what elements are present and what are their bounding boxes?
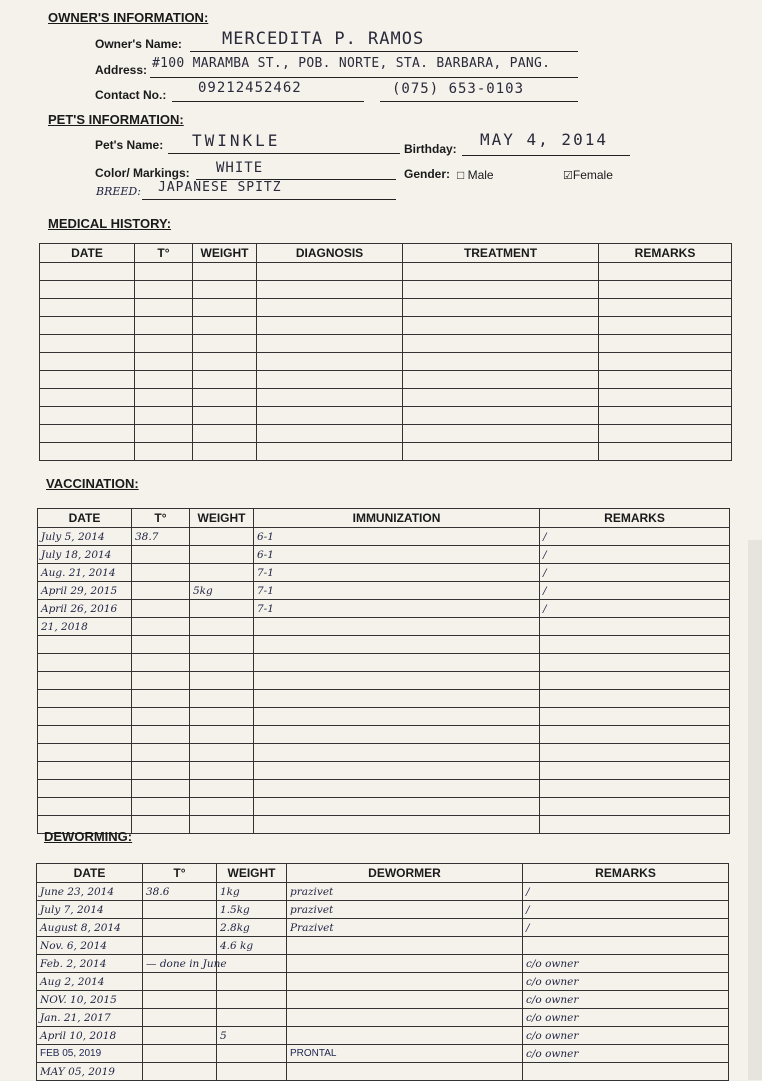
cell-temp[interactable] <box>132 780 190 798</box>
table-row <box>38 528 730 546</box>
cell-dewormer[interactable] <box>287 1063 523 1081</box>
cell-weight[interactable] <box>190 654 254 672</box>
column-header-immunization: IMMUNIZATION <box>254 509 540 528</box>
cell-date[interactable] <box>40 407 135 425</box>
cell-date[interactable] <box>38 726 132 744</box>
owner-name-value[interactable]: MERCEDITA P. RAMOS <box>222 29 425 49</box>
cell-weight[interactable] <box>190 708 254 726</box>
cell-treatment[interactable] <box>403 281 599 299</box>
table-row <box>38 546 730 564</box>
cell-remarks[interactable] <box>599 371 732 389</box>
table-row <box>38 564 730 582</box>
cell-temp[interactable] <box>143 1045 217 1063</box>
cell-temp[interactable] <box>135 299 193 317</box>
contact-mobile-value[interactable]: 09212452462 <box>198 80 302 96</box>
cell-treatment[interactable] <box>403 263 599 281</box>
cell-remarks[interactable] <box>599 317 732 335</box>
color-value[interactable]: WHITE <box>216 160 264 176</box>
cell-temp[interactable] <box>132 744 190 762</box>
cell-dewormer[interactable]: prazivet <box>287 883 523 901</box>
cell-weight[interactable] <box>193 425 257 443</box>
cell-diagnosis[interactable] <box>257 425 403 443</box>
cell-weight[interactable] <box>217 1045 287 1063</box>
cell-temp[interactable] <box>143 1009 217 1027</box>
table-row <box>38 654 730 672</box>
table-row <box>37 1045 729 1063</box>
owner-name-line <box>190 51 578 52</box>
cell-temp[interactable] <box>135 263 193 281</box>
cell-temp[interactable] <box>132 636 190 654</box>
cell-weight[interactable] <box>190 798 254 816</box>
cell-diagnosis[interactable] <box>257 371 403 389</box>
breed-label: BREED: <box>96 185 141 198</box>
cell-weight[interactable] <box>190 816 254 834</box>
cell-weight[interactable] <box>190 528 254 546</box>
cell-date[interactable]: MAY 05, 2019 <box>37 1063 143 1081</box>
column-header-dewormer: DEWORMER <box>287 864 523 883</box>
cell-temp[interactable]: 38.6 <box>143 883 217 901</box>
table-row <box>37 955 729 973</box>
cell-remarks[interactable]: c/o owner <box>523 1009 729 1027</box>
column-header-temp: T° <box>132 509 190 528</box>
table-row <box>37 973 729 991</box>
cell-temp[interactable] <box>135 389 193 407</box>
cell-immunization[interactable]: 6-1 <box>254 528 540 546</box>
cell-treatment[interactable] <box>403 371 599 389</box>
cell-date[interactable]: July 18, 2014 <box>38 546 132 564</box>
cell-temp[interactable] <box>143 937 217 955</box>
cell-dewormer[interactable] <box>287 991 523 1009</box>
table-row <box>38 600 730 618</box>
cell-date[interactable] <box>38 690 132 708</box>
table-row <box>37 991 729 1009</box>
table-row <box>37 883 729 901</box>
cell-weight[interactable] <box>217 955 287 973</box>
cell-diagnosis[interactable] <box>257 263 403 281</box>
cell-date[interactable] <box>40 263 135 281</box>
cell-remarks[interactable]: / <box>540 582 730 600</box>
table-row <box>40 389 732 407</box>
cell-weight[interactable]: 2.8kg <box>217 919 287 937</box>
cell-immunization[interactable]: 7-1 <box>254 564 540 582</box>
cell-temp[interactable]: — done in June <box>143 955 217 973</box>
table-row <box>37 1009 729 1027</box>
table-row <box>37 1027 729 1045</box>
cell-remarks[interactable]: / <box>540 528 730 546</box>
table-row <box>38 618 730 636</box>
cell-dewormer[interactable]: Prazivet <box>287 919 523 937</box>
column-header-treatment: TREATMENT <box>403 244 599 263</box>
table-row <box>37 937 729 955</box>
cell-temp[interactable] <box>132 600 190 618</box>
cell-remarks[interactable]: / <box>540 546 730 564</box>
table-row <box>38 726 730 744</box>
cell-remarks[interactable] <box>599 389 732 407</box>
cell-date[interactable] <box>38 780 132 798</box>
cell-weight[interactable] <box>217 1063 287 1081</box>
cell-weight[interactable]: 5kg <box>190 582 254 600</box>
table-row <box>37 901 729 919</box>
cell-date[interactable]: Nov. 6, 2014 <box>37 937 143 955</box>
cell-temp[interactable] <box>135 281 193 299</box>
cell-temp[interactable] <box>132 798 190 816</box>
cell-temp[interactable] <box>143 1027 217 1045</box>
contact-label: Contact No.: <box>95 88 167 102</box>
cell-immunization[interactable] <box>254 618 540 636</box>
cell-temp[interactable] <box>135 425 193 443</box>
medical-history-heading: MEDICAL HISTORY: <box>48 216 172 231</box>
cell-date[interactable] <box>40 443 135 461</box>
cell-temp[interactable] <box>143 919 217 937</box>
cell-temp[interactable] <box>132 546 190 564</box>
cell-temp[interactable] <box>132 708 190 726</box>
birthday-value[interactable]: MAY 4, 2014 <box>480 130 608 149</box>
cell-remarks[interactable] <box>599 353 732 371</box>
cell-immunization[interactable] <box>254 798 540 816</box>
cell-immunization[interactable] <box>254 762 540 780</box>
table-row <box>40 281 732 299</box>
breed-value[interactable]: JAPANESE SPITZ <box>158 180 282 195</box>
cell-weight[interactable] <box>190 564 254 582</box>
cell-immunization[interactable] <box>254 708 540 726</box>
cell-temp[interactable] <box>143 1063 217 1081</box>
cell-date[interactable] <box>40 425 135 443</box>
cell-date[interactable]: NOV. 10, 2015 <box>37 991 143 1009</box>
cell-weight[interactable]: 1.5kg <box>217 901 287 919</box>
cell-remarks[interactable]: c/o owner <box>523 1045 729 1063</box>
cell-treatment[interactable] <box>403 317 599 335</box>
cell-remarks[interactable] <box>599 281 732 299</box>
table-row <box>38 672 730 690</box>
deworming-table <box>36 863 729 1081</box>
cell-weight[interactable] <box>190 618 254 636</box>
column-header-remarks: REMARKS <box>540 509 730 528</box>
cell-weight[interactable] <box>193 281 257 299</box>
cell-dewormer[interactable] <box>287 937 523 955</box>
cell-immunization[interactable] <box>254 726 540 744</box>
medical-history-table <box>39 243 732 461</box>
cell-immunization[interactable] <box>254 780 540 798</box>
cell-temp[interactable] <box>132 582 190 600</box>
address-value[interactable]: #100 MARAMBA ST., POB. NORTE, STA. BARBARA, PANG. <box>152 56 551 71</box>
cell-date[interactable] <box>40 371 135 389</box>
cell-remarks[interactable] <box>523 937 729 955</box>
cell-remarks[interactable] <box>540 780 730 798</box>
cell-temp[interactable] <box>143 991 217 1009</box>
cell-date[interactable]: July 7, 2014 <box>37 901 143 919</box>
deworming-heading: DEWORMING: <box>44 829 133 844</box>
column-header-diagnosis: DIAGNOSIS <box>257 244 403 263</box>
cell-diagnosis[interactable] <box>257 407 403 425</box>
cell-weight[interactable] <box>193 335 257 353</box>
table-row <box>38 708 730 726</box>
cell-temp[interactable]: 38.7 <box>132 528 190 546</box>
cell-diagnosis[interactable] <box>257 299 403 317</box>
cell-weight[interactable] <box>190 744 254 762</box>
cell-temp[interactable] <box>135 317 193 335</box>
vaccination-heading: VACCINATION: <box>46 476 139 491</box>
column-header-weight: WEIGHT <box>217 864 287 883</box>
cell-remarks[interactable] <box>540 726 730 744</box>
gender-male-option[interactable]: □ Male <box>457 168 494 182</box>
cell-weight[interactable]: 4.6 kg <box>217 937 287 955</box>
pet-name-label: Pet's Name: <box>95 138 164 152</box>
cell-weight[interactable] <box>193 371 257 389</box>
cell-temp[interactable] <box>132 816 190 834</box>
pet-name-value[interactable]: TWINKLE <box>192 131 281 150</box>
breed-line <box>142 199 396 200</box>
cell-weight[interactable] <box>190 636 254 654</box>
cell-remarks[interactable] <box>599 263 732 281</box>
cell-remarks[interactable] <box>540 672 730 690</box>
birthday-line <box>462 155 630 156</box>
medical-history-header-row <box>40 244 732 263</box>
cell-date[interactable]: Aug. 21, 2014 <box>38 564 132 582</box>
cell-remarks[interactable] <box>599 443 732 461</box>
cell-date[interactable]: Feb. 2, 2014 <box>37 955 143 973</box>
cell-remarks[interactable]: c/o owner <box>523 973 729 991</box>
cell-weight[interactable] <box>217 973 287 991</box>
table-row <box>40 443 732 461</box>
cell-weight[interactable]: 1kg <box>217 883 287 901</box>
cell-remarks[interactable] <box>599 425 732 443</box>
vaccination-header-row <box>38 509 730 528</box>
cell-date[interactable]: July 5, 2014 <box>38 528 132 546</box>
cell-temp[interactable] <box>132 654 190 672</box>
cell-weight[interactable] <box>190 726 254 744</box>
cell-dewormer[interactable] <box>287 1027 523 1045</box>
cell-date[interactable]: 21, 2018 <box>38 618 132 636</box>
cell-remarks[interactable] <box>599 299 732 317</box>
table-row <box>38 636 730 654</box>
cell-temp[interactable] <box>132 690 190 708</box>
cell-weight[interactable] <box>217 991 287 1009</box>
cell-date[interactable] <box>40 299 135 317</box>
table-row <box>40 335 732 353</box>
cell-temp[interactable] <box>143 973 217 991</box>
cell-dewormer[interactable]: PRONTAL <box>287 1045 523 1063</box>
cell-temp[interactable] <box>143 901 217 919</box>
cell-treatment[interactable] <box>403 407 599 425</box>
cell-date[interactable]: Jan. 21, 2017 <box>37 1009 143 1027</box>
cell-dewormer[interactable]: prazivet <box>287 901 523 919</box>
pet-name-line <box>168 153 400 154</box>
cell-remarks[interactable]: / <box>523 901 729 919</box>
column-header-date: DATE <box>38 509 132 528</box>
cell-dewormer[interactable] <box>287 1009 523 1027</box>
cell-treatment[interactable] <box>403 299 599 317</box>
page-edge-shadow <box>748 540 762 1080</box>
table-row <box>38 798 730 816</box>
cell-remarks[interactable]: / <box>540 564 730 582</box>
cell-date[interactable]: Aug 2, 2014 <box>37 973 143 991</box>
color-label: Color/ Markings: <box>95 166 190 180</box>
cell-diagnosis[interactable] <box>257 317 403 335</box>
cell-remarks[interactable] <box>599 407 732 425</box>
owner-section-heading: OWNER'S INFORMATION: <box>48 10 209 25</box>
address-line <box>150 77 578 78</box>
cell-date[interactable]: August 8, 2014 <box>37 919 143 937</box>
cell-weight[interactable] <box>193 443 257 461</box>
cell-immunization[interactable] <box>254 654 540 672</box>
table-row <box>40 263 732 281</box>
cell-weight[interactable] <box>217 1009 287 1027</box>
contact-landline-line <box>380 101 578 102</box>
cell-diagnosis[interactable] <box>257 443 403 461</box>
cell-date[interactable] <box>40 389 135 407</box>
table-row <box>38 582 730 600</box>
cell-weight[interactable] <box>193 407 257 425</box>
cell-temp[interactable] <box>135 371 193 389</box>
cell-treatment[interactable] <box>403 353 599 371</box>
cell-remarks[interactable] <box>540 618 730 636</box>
cell-remarks[interactable] <box>540 690 730 708</box>
cell-remarks[interactable] <box>540 636 730 654</box>
table-row <box>40 371 732 389</box>
cell-immunization[interactable] <box>254 744 540 762</box>
column-header-date: DATE <box>40 244 135 263</box>
cell-date[interactable] <box>40 317 135 335</box>
cell-weight[interactable]: 5 <box>217 1027 287 1045</box>
cell-immunization[interactable]: 7-1 <box>254 582 540 600</box>
cell-weight[interactable] <box>190 762 254 780</box>
pet-section-heading: PET'S INFORMATION: <box>48 112 184 127</box>
column-header-weight: WEIGHT <box>193 244 257 263</box>
cell-immunization[interactable] <box>254 816 540 834</box>
contact-mobile-line <box>172 101 364 102</box>
cell-immunization[interactable]: 6-1 <box>254 546 540 564</box>
cell-date[interactable] <box>38 636 132 654</box>
cell-weight[interactable] <box>190 600 254 618</box>
table-row <box>40 407 732 425</box>
cell-date[interactable] <box>40 281 135 299</box>
cell-date[interactable] <box>38 654 132 672</box>
cell-weight[interactable] <box>193 317 257 335</box>
cell-temp[interactable] <box>132 618 190 636</box>
cell-remarks[interactable] <box>540 708 730 726</box>
cell-date[interactable]: FEB 05, 2019 <box>37 1045 143 1063</box>
cell-date[interactable]: June 23, 2014 <box>37 883 143 901</box>
cell-treatment[interactable] <box>403 389 599 407</box>
cell-temp[interactable] <box>132 726 190 744</box>
cell-temp[interactable] <box>132 672 190 690</box>
cell-remarks[interactable]: c/o owner <box>523 955 729 973</box>
cell-immunization[interactable] <box>254 690 540 708</box>
cell-weight[interactable] <box>193 263 257 281</box>
contact-landline-value[interactable]: (075) 653-0103 <box>392 81 525 97</box>
owner-name-label: Owner's Name: <box>95 37 182 51</box>
cell-dewormer[interactable] <box>287 955 523 973</box>
cell-dewormer[interactable] <box>287 973 523 991</box>
table-row <box>38 744 730 762</box>
table-row <box>37 919 729 937</box>
cell-immunization[interactable]: 7-1 <box>254 600 540 618</box>
cell-immunization[interactable] <box>254 672 540 690</box>
cell-remarks[interactable] <box>540 798 730 816</box>
table-row <box>38 762 730 780</box>
gender-female-option[interactable] <box>563 168 613 182</box>
cell-date[interactable] <box>38 744 132 762</box>
birthday-label: Birthday: <box>404 142 457 156</box>
table-row <box>38 690 730 708</box>
cell-remarks[interactable] <box>540 762 730 780</box>
cell-temp[interactable] <box>135 335 193 353</box>
cell-remarks[interactable] <box>599 335 732 353</box>
cell-remarks[interactable] <box>540 744 730 762</box>
cell-weight[interactable] <box>190 690 254 708</box>
cell-remarks[interactable]: c/o owner <box>523 991 729 1009</box>
cell-date[interactable] <box>40 335 135 353</box>
cell-remarks[interactable] <box>540 654 730 672</box>
table-row <box>38 816 730 834</box>
cell-date[interactable] <box>38 762 132 780</box>
column-header-date: DATE <box>37 864 143 883</box>
gender-label: Gender: <box>404 167 451 181</box>
deworming-header-row <box>37 864 729 883</box>
checkbox-checked-icon: ☑ <box>563 170 573 182</box>
cell-immunization[interactable] <box>254 636 540 654</box>
cell-weight[interactable] <box>193 389 257 407</box>
cell-treatment[interactable] <box>403 425 599 443</box>
table-row <box>40 425 732 443</box>
cell-remarks[interactable]: / <box>523 919 729 937</box>
column-header-temp: T° <box>143 864 217 883</box>
cell-date[interactable]: April 29, 2015 <box>38 582 132 600</box>
cell-diagnosis[interactable] <box>257 389 403 407</box>
cell-diagnosis[interactable] <box>257 335 403 353</box>
cell-temp[interactable] <box>135 407 193 425</box>
table-row <box>40 299 732 317</box>
cell-treatment[interactable] <box>403 335 599 353</box>
cell-temp[interactable] <box>132 564 190 582</box>
table-row <box>40 353 732 371</box>
cell-date[interactable] <box>40 353 135 371</box>
cell-diagnosis[interactable] <box>257 281 403 299</box>
cell-date[interactable]: April 26, 2016 <box>38 600 132 618</box>
cell-temp[interactable] <box>135 443 193 461</box>
cell-temp[interactable] <box>132 762 190 780</box>
column-header-temp: T° <box>135 244 193 263</box>
cell-diagnosis[interactable] <box>257 353 403 371</box>
cell-date[interactable] <box>38 708 132 726</box>
table-row <box>38 780 730 798</box>
column-header-remarks: REMARKS <box>599 244 732 263</box>
cell-remarks[interactable]: / <box>523 883 729 901</box>
cell-temp[interactable] <box>135 353 193 371</box>
column-header-weight: WEIGHT <box>190 509 254 528</box>
column-header-remarks: REMARKS <box>523 864 729 883</box>
table-row <box>40 317 732 335</box>
cell-remarks[interactable]: c/o owner <box>523 1027 729 1045</box>
cell-date[interactable]: April 10, 2018 <box>37 1027 143 1045</box>
cell-remarks[interactable]: / <box>540 600 730 618</box>
cell-weight[interactable] <box>193 353 257 371</box>
vaccination-table <box>37 508 730 834</box>
cell-weight[interactable] <box>190 672 254 690</box>
cell-treatment[interactable] <box>403 443 599 461</box>
cell-date[interactable] <box>38 672 132 690</box>
cell-remarks[interactable] <box>540 816 730 834</box>
cell-weight[interactable] <box>190 546 254 564</box>
address-label: Address: <box>95 63 148 77</box>
table-row <box>37 1063 729 1081</box>
cell-date[interactable] <box>38 798 132 816</box>
cell-remarks[interactable] <box>523 1063 729 1081</box>
cell-weight[interactable] <box>190 780 254 798</box>
gender-female-label: Female <box>572 168 613 182</box>
cell-weight[interactable] <box>193 299 257 317</box>
